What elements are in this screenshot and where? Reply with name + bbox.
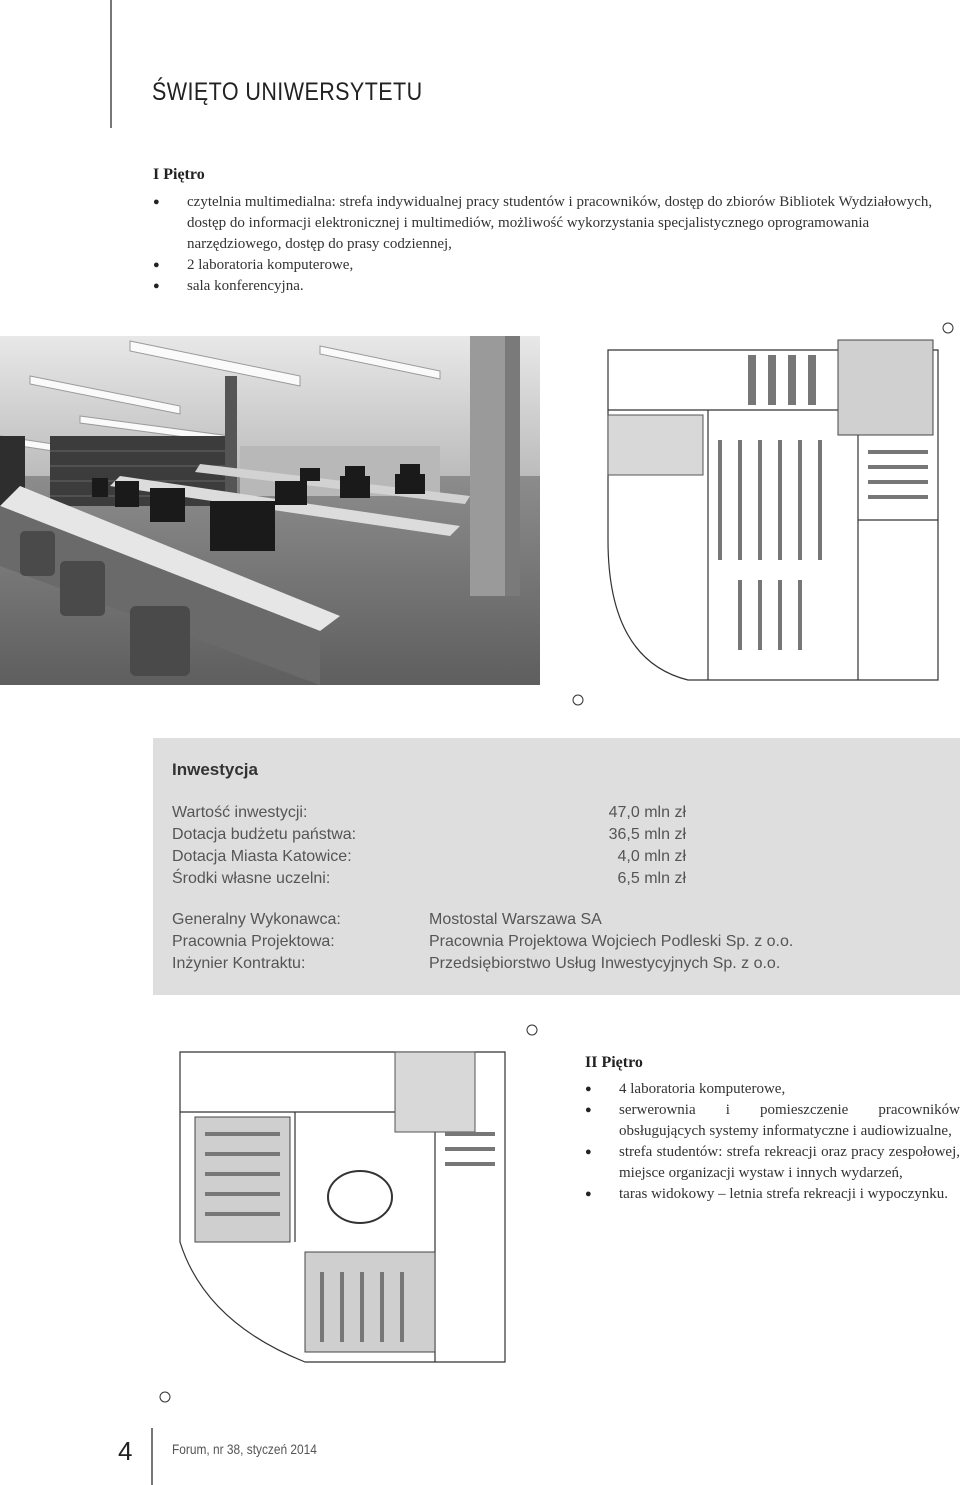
party-label: Pracownia Projektowa: <box>172 933 335 950</box>
footer-rule <box>151 1428 153 1485</box>
funding-amount: 4,0 mln zł <box>617 848 686 865</box>
issue-number: nr 38 <box>212 1441 241 1457</box>
header-rule <box>110 0 112 128</box>
funding-label: Dotacja budżetu państwa: <box>172 826 357 843</box>
list-item: ● 4 laboratoria komputerowe, <box>585 1079 960 1100</box>
separator: , <box>240 1441 247 1457</box>
publication-info <box>172 1441 317 1457</box>
list-item: ● strefa studentów: strefa rekreacji oraz pracy zespołowej, miejsce organizacji wystaw i innych wydarzeń, <box>585 1142 960 1184</box>
separator: , <box>206 1441 213 1457</box>
funding-amount: 36,5 mln zł <box>608 826 686 843</box>
floor2-plan <box>155 1022 545 1407</box>
party-value: Mostostal Warszawa SA <box>429 911 602 928</box>
list-item: ● serwerownia i pomieszczenie pracowników obsługujących systemy informatyczne i audiowizualne, <box>585 1100 960 1142</box>
list-item: ● 2 laboratoria komputerowe, <box>153 255 960 276</box>
photo-illustration <box>0 336 540 685</box>
funding-label: Wartość inwestycji: <box>172 804 308 821</box>
floor-plan-drawing <box>155 1022 545 1407</box>
party-label: Generalny Wykonawca: <box>172 911 341 928</box>
list-item: ● taras widokowy – letnia strefa rekreacji i wypoczynku. <box>585 1184 960 1205</box>
funding-amount: 47,0 mln zł <box>608 804 686 821</box>
publication-name: Forum <box>172 1441 207 1457</box>
party-label: Inżynier Kontraktu: <box>172 955 306 972</box>
funding-amount: 6,5 mln zł <box>617 870 686 887</box>
floor1-title: I Piętro <box>153 166 205 183</box>
party-value: Przedsiębiorstwo Usług Inwestycyjnych Sp. z o.o. <box>429 955 781 972</box>
page-header-title: ŚWIĘTO UNIWERSYTETU <box>152 78 423 106</box>
computer-lab-photo <box>0 336 540 685</box>
list-item: ● sala konferencyjna. <box>153 276 960 297</box>
floor2-list <box>585 1079 960 1205</box>
funding-label: Środki własne uczelni: <box>172 870 331 887</box>
floor1-list <box>153 192 960 297</box>
funding-label: Dotacja Miasta Katowice: <box>172 848 352 865</box>
investment-box <box>153 738 960 995</box>
issue-date: styczeń 2014 <box>246 1441 317 1457</box>
page-number: 4 <box>118 1436 133 1466</box>
investment-title: Inwestycja <box>172 760 258 779</box>
party-value: Pracownia Projektowa Wojciech Podleski Sp. z o.o. <box>429 933 794 950</box>
floor2-title: II Piętro <box>585 1054 643 1071</box>
floor-plan-drawing <box>568 320 960 718</box>
list-item: ● czytelnia multimedialna: strefa indywidualnej pracy studentów i pracowników, dostęp do zbiorów Bibliotek Wydziałowych, dostęp do informacji elektronicznej i multimediów, możliwość wykorzystania specjalistycznego oprogramowania narzędziowego, dostęp do prasy codziennej, <box>153 192 960 255</box>
floor1-plan <box>568 320 960 718</box>
